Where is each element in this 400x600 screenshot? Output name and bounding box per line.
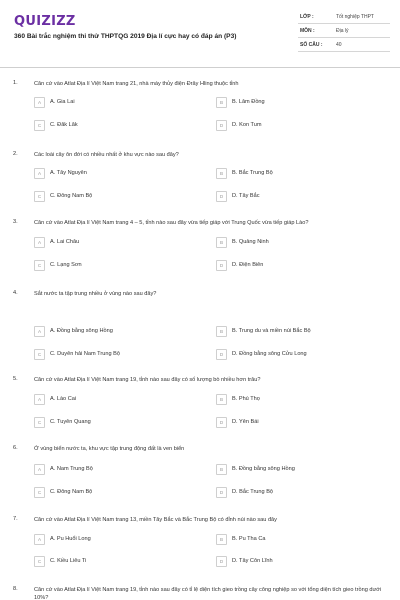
option-c[interactable] xyxy=(34,556,199,570)
question-text: Căn cứ vào Atlat Địa lí Việt Nam trang 19, tỉnh nào sau đây có tỉ lệ diện tích gieo trồng cây công nghiệp so với tổng diện tích gieo trồng dưới 10%? xyxy=(34,587,382,600)
meta-key: SỐ CÂU : xyxy=(300,42,323,48)
option-c[interactable] xyxy=(34,349,199,363)
option-text: D. Kon Tum xyxy=(232,122,262,128)
question-number: 6. xyxy=(13,445,18,451)
question-text: Căn cứ vào Atlat Địa lí Việt Nam trang 4 – 5, tỉnh nào sau đây vừa tiếp giáp với Trung Quốc vừa tiếp giáp Lào? xyxy=(34,220,309,226)
option-letter-box: D xyxy=(216,487,227,498)
option-letter-box: B xyxy=(216,464,227,475)
option-text: D. Tây Bắc xyxy=(232,193,260,199)
option-letter-box: B xyxy=(216,237,227,248)
question-number: 1. xyxy=(13,80,18,86)
question-number: 3. xyxy=(13,219,18,225)
option-c[interactable] xyxy=(34,191,199,205)
option-a[interactable] xyxy=(34,168,199,182)
option-letter-box: A xyxy=(34,97,45,108)
question-number: 7. xyxy=(13,516,18,522)
option-text: A. Pu Huổi Long xyxy=(50,536,91,542)
option-text: B. Phú Thọ xyxy=(232,396,260,402)
option-letter-box: A xyxy=(34,464,45,475)
option-d[interactable] xyxy=(216,120,381,134)
option-text: D. Đồng bằng sông Cửu Long xyxy=(232,351,307,357)
option-text: B. Quảng Ninh xyxy=(232,239,269,245)
option-text: A. Đồng bằng sông Hồng xyxy=(50,328,113,334)
option-text: D. Bắc Trung Bộ xyxy=(232,489,274,495)
option-text: D. Tây Côn Lĩnh xyxy=(232,558,273,564)
meta-key: LỚP : xyxy=(300,14,314,20)
option-c[interactable] xyxy=(34,120,199,134)
option-letter-box: B xyxy=(216,168,227,179)
option-letter-box: D xyxy=(216,556,227,567)
option-letter-box: A xyxy=(34,326,45,337)
option-a[interactable] xyxy=(34,464,199,478)
option-d[interactable] xyxy=(216,556,381,570)
option-letter-box: D xyxy=(216,120,227,131)
option-a[interactable] xyxy=(34,534,199,548)
meta-key: MÔN : xyxy=(300,28,315,34)
option-letter-box: D xyxy=(216,417,227,428)
option-d[interactable] xyxy=(216,260,381,274)
option-text: C. Kiều Liêu Ti xyxy=(50,558,87,564)
quizizz-logo: QUIZIZZ xyxy=(14,14,76,29)
option-text: A. Lai Châu xyxy=(50,239,80,245)
option-c[interactable] xyxy=(34,487,199,501)
option-d[interactable] xyxy=(216,191,381,205)
option-d[interactable] xyxy=(216,417,381,431)
meta-value: Tốt nghiệp THPT xyxy=(336,14,374,20)
meta-value: 40 xyxy=(336,42,342,48)
meta-row-class xyxy=(298,10,390,24)
header-divider xyxy=(0,67,400,68)
option-letter-box: C xyxy=(34,417,45,428)
option-a[interactable] xyxy=(34,326,199,340)
option-letter-box: D xyxy=(216,260,227,271)
option-text: D. Điện Biên xyxy=(232,262,264,268)
option-c[interactable] xyxy=(34,260,199,274)
question-number: 2. xyxy=(13,151,18,157)
option-text: C. Đông Nam Bộ xyxy=(50,193,93,199)
option-letter-box: A xyxy=(34,394,45,405)
option-text: D. Yên Bái xyxy=(232,419,259,425)
option-text: B. Đồng bằng sông Hồng xyxy=(232,466,295,472)
meta-row-count xyxy=(298,38,390,52)
option-text: C. Lạng Sơn xyxy=(50,262,82,268)
option-a[interactable] xyxy=(34,97,199,111)
option-letter-box: C xyxy=(34,120,45,131)
option-b[interactable] xyxy=(216,97,381,111)
option-letter-box: C xyxy=(34,487,45,498)
option-letter-box: B xyxy=(216,534,227,545)
option-text: A. Gia Lai xyxy=(50,99,75,105)
question-text: Sắt nước ta tập trung nhiều ở vùng nào sau đây? xyxy=(34,291,157,297)
option-letter-box: A xyxy=(34,237,45,248)
option-c[interactable] xyxy=(34,417,199,431)
option-text: A. Tây Nguyên xyxy=(50,170,87,176)
option-b[interactable] xyxy=(216,464,381,478)
option-letter-box: A xyxy=(34,168,45,179)
option-a[interactable] xyxy=(34,237,199,251)
option-b[interactable] xyxy=(216,394,381,408)
option-text: B. Trung du và miền núi Bắc Bộ xyxy=(232,328,311,334)
option-b[interactable] xyxy=(216,168,381,182)
option-text: C. Đăk Lăk xyxy=(50,122,78,128)
option-letter-box: A xyxy=(34,534,45,545)
option-letter-box: C xyxy=(34,556,45,567)
question-number: 5. xyxy=(13,376,18,382)
worksheet-title: 360 Bài trắc nghiệm thi thử THPTQG 2019 Địa lí cực hay có đáp án (P3) xyxy=(14,33,237,40)
option-d[interactable] xyxy=(216,487,381,501)
question-text: Các loài cây ôn đới có nhiều nhất ở khu vực nào sau đây? xyxy=(34,152,179,158)
option-letter-box: D xyxy=(216,191,227,202)
option-b[interactable] xyxy=(216,237,381,251)
question-text: Căn cứ vào Atlat Địa lí Việt Nam trang 19, tỉnh nào sau đây có số lượng bò nhiều hơn trâu? xyxy=(34,377,261,383)
option-letter-box: D xyxy=(216,349,227,360)
option-d[interactable] xyxy=(216,349,381,363)
option-b[interactable] xyxy=(216,534,381,548)
option-text: B. Pu Tha Ca xyxy=(232,536,266,542)
option-b[interactable] xyxy=(216,326,381,340)
option-text: C. Tuyên Quang xyxy=(50,419,91,425)
option-text: A. Lào Cai xyxy=(50,396,77,402)
option-text: C. Đông Nam Bộ xyxy=(50,489,93,495)
meta-value: Địa lý xyxy=(336,28,349,34)
meta-row-subject xyxy=(298,24,390,38)
option-text: C. Duyên hải Nam Trung Bộ xyxy=(50,351,120,357)
meta-table xyxy=(298,10,390,52)
option-letter-box: B xyxy=(216,394,227,405)
option-text: B. Bắc Trung Bộ xyxy=(232,170,273,176)
question-text: Ở vùng biển nước ta, khu vực tập trung động đất là ven biển xyxy=(34,446,185,452)
option-letter-box: C xyxy=(34,260,45,271)
option-letter-box: B xyxy=(216,326,227,337)
question-number: 4. xyxy=(13,290,18,296)
option-a[interactable] xyxy=(34,394,199,408)
question-number: 8. xyxy=(13,586,18,592)
option-letter-box: B xyxy=(216,97,227,108)
option-letter-box: C xyxy=(34,349,45,360)
option-letter-box: C xyxy=(34,191,45,202)
option-text: A. Nam Trung Bộ xyxy=(50,466,93,472)
worksheet-header xyxy=(0,0,400,62)
question-text: Căn cứ vào Atlat Địa lí Việt Nam trang 21, nhà máy thủy điện Đrây Hling thuộc tỉnh xyxy=(34,81,239,87)
question-text: Căn cứ vào Atlat Địa lí Việt Nam trang 13, miền Tây Bắc và Bắc Trung Bộ có đỉnh núi nào sau đây xyxy=(34,517,277,523)
option-text: B. Lâm Đồng xyxy=(232,99,265,105)
